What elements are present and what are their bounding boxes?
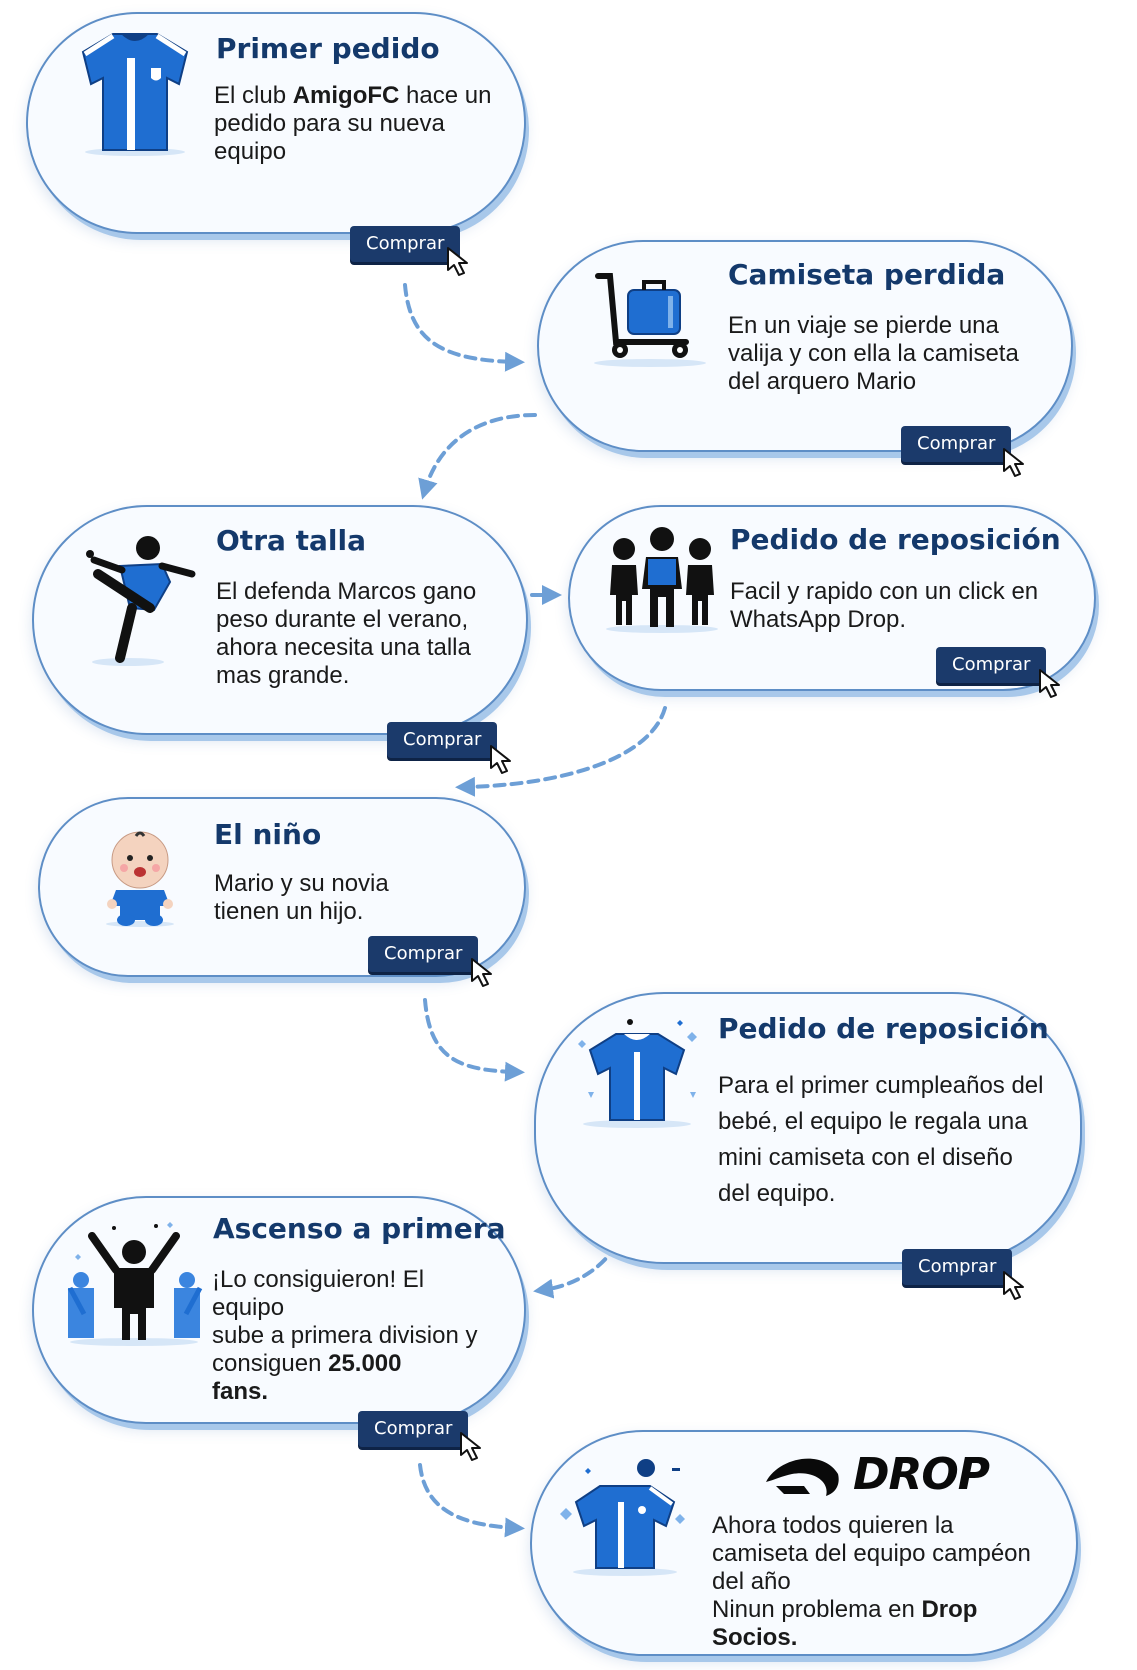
pointer-cursor-icon: [489, 744, 519, 776]
step-title: Pedido de reposición: [718, 1012, 1049, 1045]
step-title: Pedido de reposición: [730, 523, 1061, 556]
luggage-cart-icon: [590, 270, 710, 370]
celebrating-fans-icon: [64, 1218, 204, 1348]
pointer-cursor-icon: [459, 1431, 489, 1463]
comprar-button[interactable]: Comprar: [358, 1411, 468, 1447]
step-title: Ascenso a primera: [213, 1212, 506, 1245]
final-description: Ahora todos quieren la camiseta del equipo campéon del año Ninun problema en Drop Socios.: [712, 1512, 1031, 1651]
step-description: El club AmigoFC hace un pedido para su nueva equipo: [214, 82, 492, 165]
step-title: Otra talla: [216, 524, 367, 557]
pointer-cursor-icon: [1002, 1270, 1032, 1302]
pointer-cursor-icon: [1038, 668, 1068, 700]
pointer-cursor-icon: [470, 957, 500, 989]
step-description: El defenda Marcos gano peso durante el verano, ahora necesita una talla mas grande.: [216, 578, 477, 689]
step-description: Facil y rapido con un click en WhatsApp Drop.: [730, 578, 1039, 633]
baby-icon: [100, 828, 180, 928]
comprar-button[interactable]: Comprar: [901, 426, 1011, 462]
kicking-player-icon: [80, 530, 200, 670]
arrow-2-3: [425, 415, 535, 490]
arrow-7-8: [420, 1465, 515, 1528]
step-description: ¡Lo consiguieron! El equipo sube a primera division y consiguen 25.000 fans.: [212, 1266, 478, 1405]
arrow-5-6: [425, 1000, 515, 1072]
pointer-cursor-icon: [1002, 447, 1032, 479]
step-description: Para el primer cumpleaños del bebé, el equipo le regala una mini camiseta con el diseño del equipo.: [718, 1072, 1044, 1207]
drop-brand-name: DROP: [853, 1449, 990, 1500]
mini-jersey-icon: [572, 1012, 702, 1132]
trophy-jersey-icon: [560, 1458, 690, 1578]
pointer-cursor-icon: [446, 246, 476, 278]
step-title: Camiseta perdida: [728, 258, 1006, 291]
drop-logo-icon: [764, 1452, 844, 1498]
step-description: Mario y su novia tienen un hijo.: [214, 870, 389, 925]
step-title: Primer pedido: [216, 32, 440, 65]
comprar-button[interactable]: Comprar: [902, 1249, 1012, 1285]
team-group-icon: [602, 525, 722, 635]
comprar-button[interactable]: Comprar: [350, 226, 460, 262]
comprar-button[interactable]: Comprar: [936, 647, 1046, 683]
step-description: En un viaje se pierde una valija y con ella la camiseta del arquero Mario: [728, 312, 1019, 395]
step-title: El niño: [214, 818, 322, 851]
jersey-icon: [75, 28, 195, 158]
arrow-1-2: [405, 285, 515, 362]
comprar-button[interactable]: Comprar: [387, 722, 497, 758]
comprar-button[interactable]: Comprar: [368, 936, 478, 972]
